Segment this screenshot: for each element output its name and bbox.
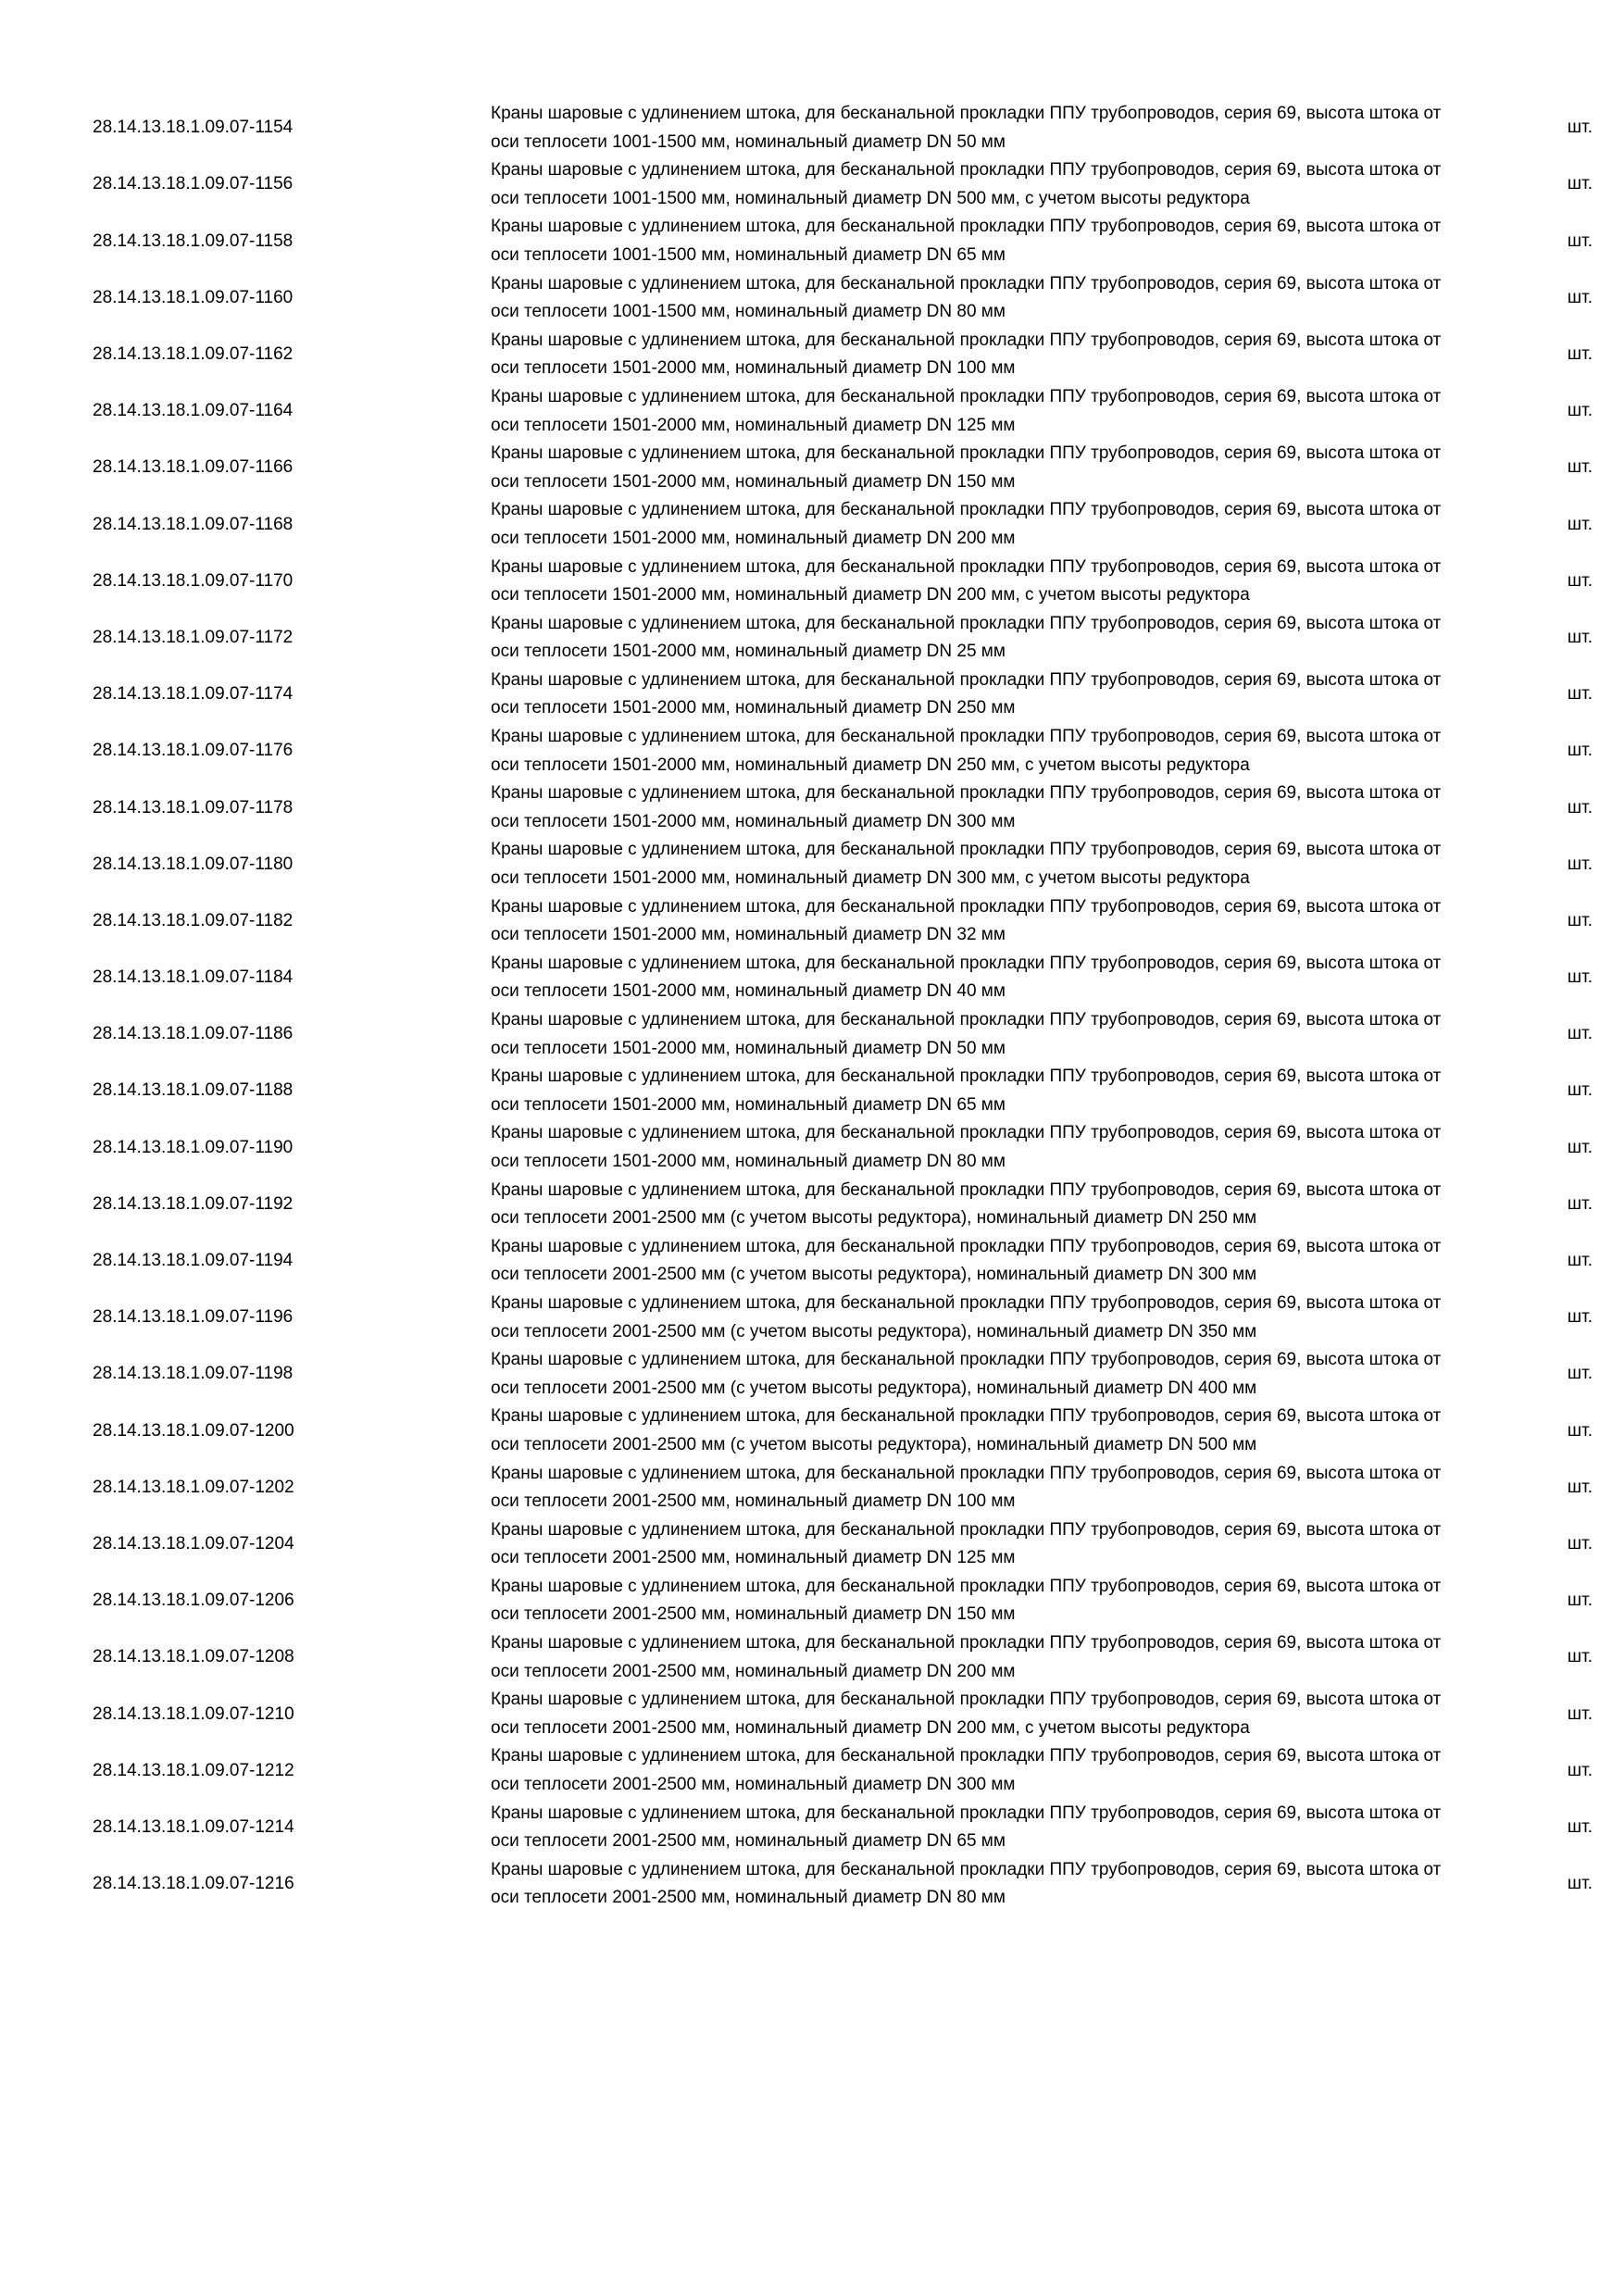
unit-of-measure: шт. — [1567, 1533, 1593, 1554]
resource-code: 28.14.13.18.1.09.07-1184 — [93, 967, 294, 988]
resource-code: 28.14.13.18.1.09.07-1160 — [93, 287, 294, 307]
resource-name: Краны шаровые с удлинением штока, для бесканальной прокладки ППУ трубопроводов, серия 69, высота штока от оси теплосети 1501-2000 мм, номинальный диаметр DN 250 мм — [491, 669, 1442, 718]
resource-code: 28.14.13.18.1.09.07-1158 — [93, 231, 294, 251]
resource-code: 28.14.13.18.1.09.07-1178 — [93, 797, 294, 817]
resource-name: Краны шаровые с удлинением штока, для бесканальной прокладки ППУ трубопроводов, серия 69, высота штока от оси теплосети 2001-2500 мм, номинальный диаметр DN 80 мм — [491, 1859, 1442, 1908]
resource-name: Краны шаровые с удлинением штока, для бесканальной прокладки ППУ трубопроводов, серия 69, высота штока от оси теплосети 2001-2500 мм (с учетом высоты редуктора), номинальный диаметр DN 250 мм — [491, 1179, 1442, 1229]
resource-name: Краны шаровые с удлинением штока, для бесканальной прокладки ППУ трубопроводов, серия 69, высота штока от оси теплосети 1501-2000 мм, номинальный диаметр DN 32 мм — [491, 896, 1442, 945]
resource-code: 28.14.13.18.1.09.07-1180 — [93, 854, 294, 874]
table-row — [93, 950, 1593, 1006]
resource-name: Краны шаровые с удлинением штока, для бесканальной прокладки ППУ трубопроводов, серия 69, высота штока от оси теплосети 2001-2500 мм (с учетом высоты редуктора), номинальный диаметр DN 500 мм — [491, 1406, 1442, 1454]
table-row — [93, 440, 1593, 496]
unit-of-measure: шт. — [1567, 1477, 1593, 1497]
resource-name: Краны шаровые с удлинением штока, для бесканальной прокладки ППУ трубопроводов, серия 69, высота штока от оси теплосети 1501-2000 мм, номинальный диаметр DN 80 мм — [491, 1123, 1442, 1171]
resource-code: 28.14.13.18.1.09.07-1192 — [93, 1193, 294, 1214]
resource-name: Краны шаровые с удлинением штока, для бесканальной прокладки ППУ трубопроводов, серия 69, высота штока от оси теплосети 2001-2500 мм (с учетом высоты редуктора), номинальный диаметр DN 400 мм — [491, 1350, 1442, 1398]
resource-name: Краны шаровые с удлинением штока, для бесканальной прокладки ППУ трубопроводов, серия 69, высота штока от оси теплосети 1501-2000 мм, номинальный диаметр DN 300 мм — [491, 783, 1442, 831]
resource-code: 28.14.13.18.1.09.07-1182 — [93, 910, 294, 930]
resource-name: Краны шаровые с удлинением штока, для бесканальной прокладки ППУ трубопроводов, серия 69, высота штока от оси теплосети 2001-2500 мм, номинальный диаметр DN 200 мм — [491, 1633, 1442, 1681]
unit-of-measure: шт. — [1567, 1251, 1593, 1271]
table-row — [93, 554, 1593, 610]
table-row — [93, 213, 1593, 269]
resource-name: Краны шаровые с удлинением штока, для бесканальной прокладки ППУ трубопроводов, серия 69, высота штока от оси теплосети 1501-2000 мм, номинальный диаметр DN 65 мм — [491, 1067, 1442, 1115]
resource-code: 28.14.13.18.1.09.07-1210 — [93, 1703, 294, 1724]
table-row — [93, 1629, 1593, 1686]
unit-of-measure: шт. — [1567, 967, 1593, 988]
resource-code: 28.14.13.18.1.09.07-1198 — [93, 1364, 294, 1384]
table-row — [93, 327, 1593, 383]
resource-code: 28.14.13.18.1.09.07-1202 — [93, 1477, 294, 1497]
table-body — [93, 100, 1593, 1913]
resource-name: Краны шаровые с удлинением штока, для бесканальной прокладки ППУ трубопроводов, серия 69, высота штока от оси теплосети 1501-2000 мм, номинальный диаметр DN 40 мм — [491, 953, 1442, 1002]
price-list-table — [93, 100, 1593, 1913]
resource-code: 28.14.13.18.1.09.07-1176 — [93, 741, 294, 761]
table-row — [93, 723, 1593, 780]
table-row — [93, 1063, 1593, 1119]
resource-code: 28.14.13.18.1.09.07-1196 — [93, 1307, 294, 1328]
resource-code: 28.14.13.18.1.09.07-1206 — [93, 1591, 294, 1611]
table-row — [93, 383, 1593, 440]
resource-name: Краны шаровые с удлинением штока, для бесканальной прокладки ППУ трубопроводов, серия 69, высота штока от оси теплосети 1501-2000 мм, номинальный диаметр DN 200 мм — [491, 500, 1442, 548]
unit-of-measure: шт. — [1567, 570, 1593, 591]
resource-name: Краны шаровые с удлинением штока, для бесканальной прокладки ППУ трубопроводов, серия 69, высота штока от оси теплосети 2001-2500 мм, номинальный диаметр DN 150 мм — [491, 1576, 1442, 1625]
table-row — [93, 1233, 1593, 1290]
resource-name: Краны шаровые с удлинением штока, для бесканальной прокладки ППУ трубопроводов, серия 69, высота штока от оси теплосети 1001-1500 мм, номинальный диаметр DN 65 мм — [491, 217, 1442, 265]
resource-name: Краны шаровые с удлинением штока, для бесканальной прокладки ППУ трубопроводов, серия 69, высота штока от оси теплосети 1001-1500 мм, номинальный диаметр DN 50 мм — [491, 104, 1442, 152]
resource-code: 28.14.13.18.1.09.07-1208 — [93, 1647, 294, 1667]
resource-name: Краны шаровые с удлинением штока, для бесканальной прокладки ППУ трубопроводов, серия 69, высота штока от оси теплосети 1501-2000 мм, номинальный диаметр DN 250 мм, с учетом высоты редуктора — [491, 727, 1442, 775]
unit-of-measure: шт. — [1567, 514, 1593, 534]
unit-of-measure: шт. — [1567, 1080, 1593, 1101]
resource-code: 28.14.13.18.1.09.07-1166 — [93, 457, 294, 478]
resource-name: Краны шаровые с удлинением штока, для бесканальной прокладки ППУ трубопроводов, серия 69, высота штока от оси теплосети 1501-2000 мм, номинальный диаметр DN 125 мм — [491, 386, 1442, 435]
unit-of-measure: шт. — [1567, 1193, 1593, 1214]
unit-of-measure: шт. — [1567, 797, 1593, 817]
table-row — [93, 496, 1593, 553]
table-row — [93, 836, 1593, 892]
resource-name: Краны шаровые с удлинением штока, для бесканальной прокладки ППУ трубопроводов, серия 69, высота штока от оси теплосети 2001-2500 мм (с учетом высоты редуктора), номинальный диаметр DN 300 мм — [491, 1236, 1442, 1285]
table-row — [93, 1686, 1593, 1742]
resource-code: 28.14.13.18.1.09.07-1156 — [93, 174, 294, 194]
resource-code: 28.14.13.18.1.09.07-1174 — [93, 684, 294, 705]
table-row — [93, 893, 1593, 950]
unit-of-measure: шт. — [1567, 1760, 1593, 1780]
resource-name: Краны шаровые с удлинением штока, для бесканальной прокладки ППУ трубопроводов, серия 69, высота штока от оси теплосети 2001-2500 мм, номинальный диаметр DN 200 мм, с учетом высоты редуктора — [491, 1690, 1442, 1738]
resource-name: Краны шаровые с удлинением штока, для бесканальной прокладки ППУ трубопроводов, серия 69, высота штока от оси теплосети 1501-2000 мм, номинальный диаметр DN 300 мм, с учетом высоты редуктора — [491, 840, 1442, 889]
unit-of-measure: шт. — [1567, 1420, 1593, 1441]
table-row — [93, 1573, 1593, 1629]
resource-name: Краны шаровые с удлинением штока, для бесканальной прокладки ППУ трубопроводов, серия 69, высота штока от оси теплосети 1501-2000 мм, номинальный диаметр DN 150 мм — [491, 443, 1442, 492]
unit-of-measure: шт. — [1567, 287, 1593, 307]
resource-code: 28.14.13.18.1.09.07-1162 — [93, 344, 294, 365]
resource-code: 28.14.13.18.1.09.07-1186 — [93, 1024, 294, 1044]
resource-code: 28.14.13.18.1.09.07-1194 — [93, 1251, 294, 1271]
resource-name: Краны шаровые с удлинением штока, для бесканальной прокладки ППУ трубопроводов, серия 69, высота штока от оси теплосети 1501-2000 мм, номинальный диаметр DN 50 мм — [491, 1010, 1442, 1058]
table-row — [93, 270, 1593, 327]
resource-code: 28.14.13.18.1.09.07-1204 — [93, 1533, 294, 1554]
unit-of-measure: шт. — [1567, 1591, 1593, 1611]
resource-code: 28.14.13.18.1.09.07-1212 — [93, 1760, 294, 1780]
resource-code: 28.14.13.18.1.09.07-1190 — [93, 1137, 294, 1157]
resource-code: 28.14.13.18.1.09.07-1170 — [93, 570, 294, 591]
table-row — [93, 1800, 1593, 1856]
resource-code: 28.14.13.18.1.09.07-1168 — [93, 514, 294, 534]
table-row — [93, 667, 1593, 723]
unit-of-measure: шт. — [1567, 684, 1593, 705]
unit-of-measure: шт. — [1567, 741, 1593, 761]
unit-of-measure: шт. — [1567, 457, 1593, 478]
unit-of-measure: шт. — [1567, 627, 1593, 647]
table-row — [93, 1119, 1593, 1176]
unit-of-measure: шт. — [1567, 1703, 1593, 1724]
table-row — [93, 780, 1593, 836]
table-row — [93, 1460, 1593, 1516]
resource-code: 28.14.13.18.1.09.07-1188 — [93, 1080, 294, 1101]
unit-of-measure: шт. — [1567, 1024, 1593, 1044]
table-row — [93, 1403, 1593, 1459]
unit-of-measure: шт. — [1567, 344, 1593, 365]
table-row — [93, 1290, 1593, 1346]
unit-of-measure: шт. — [1567, 231, 1593, 251]
unit-of-measure: шт. — [1567, 854, 1593, 874]
table-row — [93, 156, 1593, 213]
resource-name: Краны шаровые с удлинением штока, для бесканальной прокладки ППУ трубопроводов, серия 69, высота штока от оси теплосети 1001-1500 мм, номинальный диаметр DN 80 мм — [491, 273, 1442, 322]
table-row — [93, 1516, 1593, 1573]
unit-of-measure: шт. — [1567, 174, 1593, 194]
table-row — [93, 1006, 1593, 1063]
unit-of-measure: шт. — [1567, 118, 1593, 138]
unit-of-measure: шт. — [1567, 1816, 1593, 1837]
resource-name: Краны шаровые с удлинением штока, для бесканальной прокладки ППУ трубопроводов, серия 69, высота штока от оси теплосети 1501-2000 мм, номинальный диаметр DN 25 мм — [491, 613, 1442, 662]
resource-code: 28.14.13.18.1.09.07-1200 — [93, 1420, 294, 1441]
resource-name: Краны шаровые с удлинением штока, для бесканальной прокладки ППУ трубопроводов, серия 69, высота штока от оси теплосети 2001-2500 мм (с учетом высоты редуктора), номинальный диаметр DN 350 мм — [491, 1292, 1442, 1341]
table-row — [93, 1856, 1593, 1913]
resource-name: Краны шаровые с удлинением штока, для бесканальной прокладки ППУ трубопроводов, серия 69, высота штока от оси теплосети 1501-2000 мм, номинальный диаметр DN 100 мм — [491, 330, 1442, 379]
unit-of-measure: шт. — [1567, 910, 1593, 930]
resource-code: 28.14.13.18.1.09.07-1172 — [93, 627, 294, 647]
resource-code: 28.14.13.18.1.09.07-1154 — [93, 118, 294, 138]
resource-name: Краны шаровые с удлинением штока, для бесканальной прокладки ППУ трубопроводов, серия 69, высота штока от оси теплосети 2001-2500 мм, номинальный диаметр DN 65 мм — [491, 1803, 1442, 1852]
unit-of-measure: шт. — [1567, 1137, 1593, 1157]
resource-code: 28.14.13.18.1.09.07-1214 — [93, 1816, 294, 1837]
unit-of-measure: шт. — [1567, 1307, 1593, 1328]
table-row — [93, 1177, 1593, 1233]
unit-of-measure: шт. — [1567, 1874, 1593, 1894]
table-row — [93, 1346, 1593, 1403]
table-row — [93, 100, 1593, 156]
unit-of-measure: шт. — [1567, 1364, 1593, 1384]
unit-of-measure: шт. — [1567, 401, 1593, 421]
table-row — [93, 1742, 1593, 1799]
resource-code: 28.14.13.18.1.09.07-1164 — [93, 401, 294, 421]
table-row — [93, 610, 1593, 667]
resource-name: Краны шаровые с удлинением штока, для бесканальной прокладки ППУ трубопроводов, серия 69, высота штока от оси теплосети 2001-2500 мм, номинальный диаметр DN 100 мм — [491, 1463, 1442, 1512]
resource-name: Краны шаровые с удлинением штока, для бесканальной прокладки ППУ трубопроводов, серия 69, высота штока от оси теплосети 2001-2500 мм, номинальный диаметр DN 125 мм — [491, 1519, 1442, 1568]
resource-name: Краны шаровые с удлинением штока, для бесканальной прокладки ППУ трубопроводов, серия 69, высота штока от оси теплосети 2001-2500 мм, номинальный диаметр DN 300 мм — [491, 1746, 1442, 1795]
resource-code: 28.14.13.18.1.09.07-1216 — [93, 1874, 294, 1894]
resource-name: Краны шаровые с удлинением штока, для бесканальной прокладки ППУ трубопроводов, серия 69, высота штока от оси теплосети 1001-1500 мм, номинальный диаметр DN 500 мм, с учетом высоты редуктора — [491, 160, 1442, 208]
unit-of-measure: шт. — [1567, 1647, 1593, 1667]
resource-name: Краны шаровые с удлинением штока, для бесканальной прокладки ППУ трубопроводов, серия 69, высота штока от оси теплосети 1501-2000 мм, номинальный диаметр DN 200 мм, с учетом высоты редуктора — [491, 556, 1442, 605]
